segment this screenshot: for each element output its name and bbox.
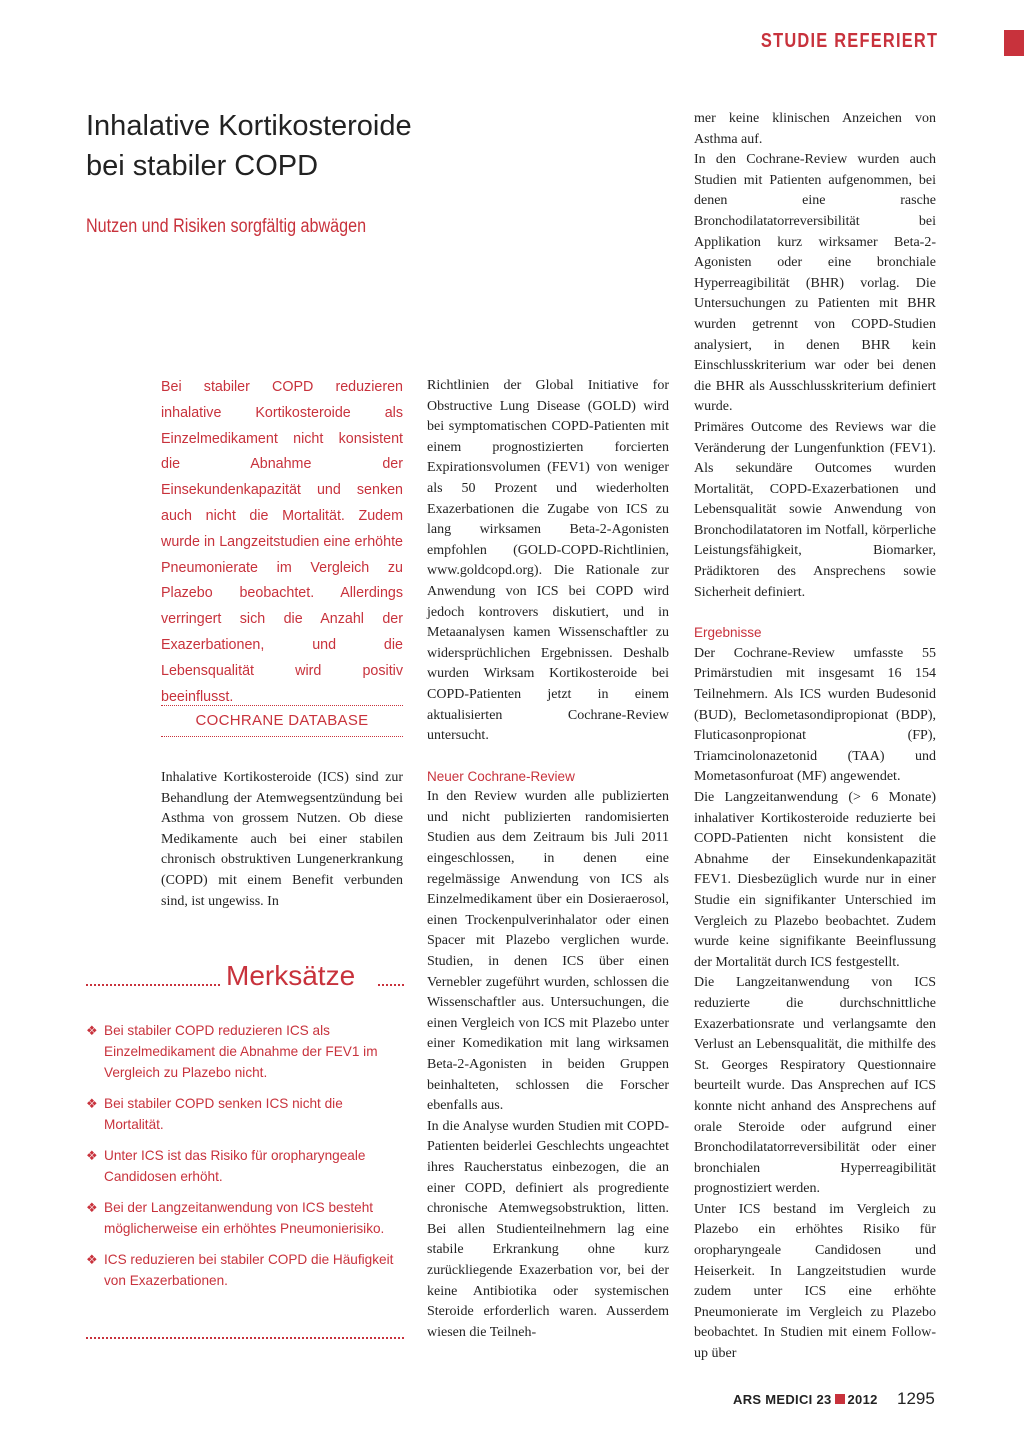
diamond-bullet-icon: ❖: [86, 1096, 98, 1111]
diamond-bullet-icon: ❖: [86, 1252, 98, 1267]
body-paragraph: In die Analyse wurden Studien mit COPD-Patienten beiderlei Geschlechts ungeachtet ihres Raucherstatus einbezogen, die an einer COPD, definiert als progrediente chronische Atemwegsobstruktion, litten. Bei allen Studienteilnehmern lag eine stabile Erkrankung ohne kurz zurückliegende Exazerbation vor, bei der keine Antibiotika oder systemischen Steroide erforderlich waren. Ausserdem wiesen die Teilneh-: [427, 1118, 669, 1340]
journal-name: ARS MEDICI 23: [733, 1392, 832, 1407]
key-point-item: [86, 1145, 404, 1187]
section-heading: Neuer Cochrane-Review: [427, 768, 575, 784]
key-point-text: Unter ICS ist das Risiko für oropharyngeale Candidosen erhöht.: [104, 1148, 366, 1184]
key-point-text: ICS reduzieren bei stabiler COPD die Häufigkeit von Exazerbationen.: [104, 1252, 394, 1288]
key-point-item: [86, 1020, 404, 1083]
source-divider-bottom: [161, 736, 403, 737]
body-paragraph: Der Cochrane-Review umfasste 55 Primärstudien mit insgesamt 16 154 Teilnehmern. Als ICS wurden Budesonid (BUD), Beclometasondipropionat (BDP), Fluticasonpropionat (FP), Triamcinolonazetonid (TAA) und Mometasonfuroat (MF) angewendet.: [694, 645, 936, 785]
page-number: 1295: [897, 1389, 935, 1408]
body-paragraph: Inhalative Kortikosteroide (ICS) sind zur Behandlung der Atemwegsentzündung bei Asthma von grossem Nutzen. Ob diese Medikamente auch bei einer stabilen chronisch obstruktiven Lungenerkrankung (COPD) mit einem Benefit verbunden sind, ist ungewiss. In: [161, 770, 403, 909]
article-lead: Bei stabiler COPD reduzieren inhalative Kortikosteroide als Einzelmedikament nicht konsistent die Abnahme der Einsekundenkapazität und senken auch nicht die Mortalität. Zudem wurde in Langzeitstudien eine erhöhte Pneumonierate im Vergleich zu Plazebo beobachtet. Allerdings verringert sich die Anzahl der Exazerbationen, und die Lebensqualität wird positiv beeinflusst.: [161, 379, 403, 705]
key-points-divider-bottom: [86, 1337, 404, 1339]
source-divider-top: [161, 705, 403, 706]
body-paragraph: Unter ICS bestand im Vergleich zu Plazebo ein erhöhtes Risiko für oropharyngeale Candidosen und Heiserkeit. In Langzeitstudien wurde zudem unter ICS eine erhöhte Pneumonierate im Vergleich zu Plazebo beobachtet. In Studien mit einem Follow-up über: [694, 1201, 936, 1362]
body-paragraph: In den Cochrane-Review wurden auch Studien mit Patienten aufgenommen, bei denen eine rasche Bronchodilatatorreversibilität bei Applikation kurz wirksamer Beta-2-Agonisten oder eine bronchiale Hyperreagibilität (BHR) vorlag. Die Untersuchungen zu Patienten mit BHR wurden getrennt von COPD-Studien analysiert, in denen BHR kein Einschlusskriterium war oder bei denen die BHR als Ausschlusskriterium definiert wurde.: [694, 152, 936, 415]
section-label: STUDIE REFERIERT: [760, 30, 938, 52]
section-heading: Ergebnisse: [694, 625, 762, 641]
body-column-3: [694, 109, 936, 1365]
key-points-dots-left: [86, 984, 220, 986]
key-point-item: [86, 1093, 404, 1135]
diamond-bullet-icon: ❖: [86, 1023, 98, 1038]
key-points-header: [86, 960, 404, 996]
body-column-1: [161, 768, 403, 912]
key-point-item: [86, 1249, 404, 1291]
key-points-list: [86, 1020, 404, 1301]
body-paragraph: Die Langzeitanwendung von ICS reduzierte die durchschnittliche Exazerbationsrate und verlangsamte den Verlust an Lebensqualität, die mithilfe des St. Georges Respiratory Questionnaire beurteilt wurde. Das Ansprechen auf ICS konnte nicht anhand des Ansprechens auf orale Steroide oder aufgrund einer Bronchodilatatorreversibilität oder einer bronchialen Hyperreagibilität prognostiziert werden.: [694, 975, 936, 1197]
header-accent-block: [1004, 30, 1024, 56]
key-points-title: Merksätze: [226, 960, 356, 991]
body-paragraph: Primäres Outcome des Reviews war die Veränderung der Lungenfunktion (FEV1). Als sekundäre Outcomes wurden Mortalität, COPD-Exazerbationen und Lebensqualität sowie Anwendung von Bronchodilatatoren im Notfall, körperliche Leistungsfähigkeit, Biomarker, Prädiktoren des Ansprechens sowie Sicherheit definiert.: [694, 419, 936, 600]
source-label: COCHRANE DATABASE: [195, 712, 369, 729]
key-points-dots-right: [378, 984, 404, 986]
journal-footer: [733, 1392, 878, 1407]
key-point-text: Bei stabiler COPD senken ICS nicht die Mortalität.: [104, 1096, 343, 1132]
diamond-bullet-icon: ❖: [86, 1200, 98, 1215]
body-column-2: [427, 376, 669, 1343]
key-point-text: Bei der Langzeitanwendung von ICS besteht möglicherweise ein erhöhtes Pneumonierisiko.: [104, 1200, 385, 1236]
diamond-bullet-icon: ❖: [86, 1148, 98, 1163]
key-point-text: Bei stabiler COPD reduzieren ICS als Einzelmedikament die Abnahme der FEV1 im Vergleich zu Plazebo nicht.: [104, 1023, 378, 1080]
body-paragraph: Richtlinien der Global Initiative for Obstructive Lung Disease (GOLD) wird bei symptomatischen COPD-Patienten mit einem prognostizierten forcierten Expirationsvolumen (FEV1) von weniger als 50 Prozent und wiederholten Exazerbationen die Zugabe von ICS zu lang wirksamen Beta-2-Agonisten empfohlen (GOLD-COPD-Richtlinien, www.goldcopd.org). Die Rationale zur Anwendung von ICS bei COPD wird jedoch kontrovers diskutiert, und in Metaanalysen kamen Wissenschaftler zu widersprüchlichen Ergebnissen. Deshalb wurden Wirksam Kortikosteroide bei COPD-Patienten jetzt in einem aktualisierten Cochrane-Review untersucht.: [427, 378, 669, 744]
body-paragraph: mer keine klinischen Anzeichen von Asthma auf.: [694, 111, 936, 147]
key-point-item: [86, 1197, 404, 1239]
article-title-line1: Inhalative Kortikosteroide: [86, 110, 412, 142]
article-subtitle: Nutzen und Risiken sorgfältig abwägen: [86, 216, 367, 237]
body-paragraph: In den Review wurden alle publizierten und nicht publizierten randomisierten Studien aus dem Zeitraum bis Juli 2011 eingeschlossen, in denen eine regelmässige Anwendung von ICS als Einzelmedikament über ein Dosieraerosol, einen Trockenpulverinhalator oder einen Spacer mit Plazebo verglichen wurde. Studien, in denen ICS über einen Vernebler zugeführt wurden, schlossen die Wissenschaftler aus. Untersuchungen, die einen Vergleich von ICS mit Plazebo unter einer Komedikation mit lang wirksamen Beta-2-Agonisten in beiden Gruppen beinhalteten, schlossen die Forscher ebenfalls aus.: [427, 789, 669, 1114]
body-paragraph: Die Langzeitanwendung (> 6 Monate) inhalativer Kortikosteroide reduzierte bei COPD-Patienten nicht konsistent die Abnahme der Einsekundenkapazität FEV1. Diesbezüglich wurde nur in einer Studie ein signifikanter Unterschied im Vergleich zu Plazebo beobachtet. Zudem wurde keine signifikante Beeinflussung der Mortalität durch ICS festgestellt.: [694, 790, 936, 970]
journal-year: 2012: [847, 1392, 878, 1407]
article-title: [86, 106, 606, 186]
article-title-line2: bei stabiler COPD: [86, 150, 319, 182]
footer-square-icon: [835, 1394, 845, 1404]
